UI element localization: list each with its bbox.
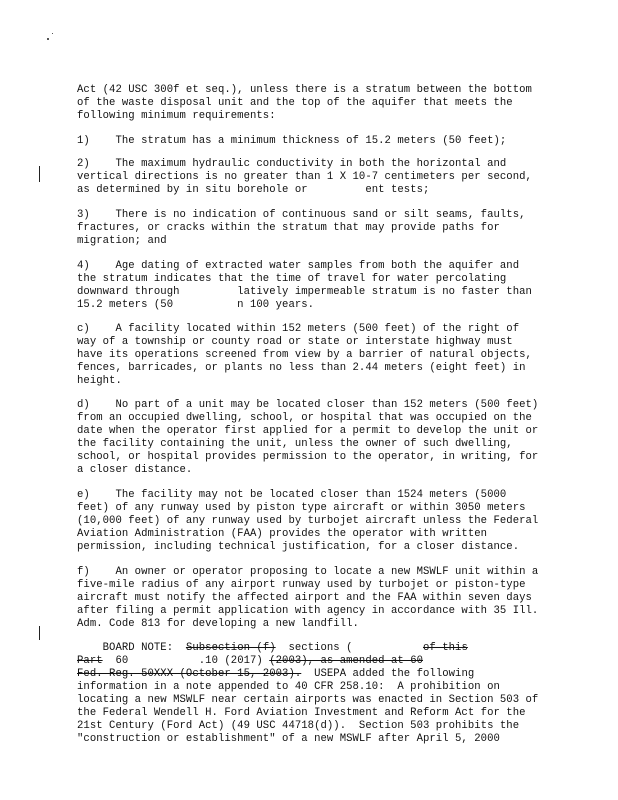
body-text-line: date when the operator first applied for a permit to develop the unit or xyxy=(77,425,539,437)
subsection-f: f) An owner or operator proposing to locate a new MSWLF unit within a xyxy=(77,566,539,578)
body-text-line: Adm. Code 813 for developing a new landfill. xyxy=(77,618,359,630)
margin-mark xyxy=(39,166,40,182)
requirement-1: 1) The stratum has a minimum thickness of 15.2 meters (50 feet); xyxy=(77,135,507,147)
deleted-text: of this xyxy=(423,642,468,654)
deleted-text: (2003), as amended at 60 xyxy=(269,655,424,667)
body-text-line: feet) of any runway used by piston type aircraft or within 3050 meters xyxy=(77,502,526,514)
deleted-text: Part xyxy=(77,655,103,667)
board-note-line-1 xyxy=(77,642,468,655)
scan-speck xyxy=(47,38,49,40)
body-text-line: have its operations screened from view by a barrier of natural objects, xyxy=(77,349,532,361)
board-note-line-2 xyxy=(77,655,423,668)
body-text-line: permission, including technical justification, for a closer distance. xyxy=(77,541,520,553)
body-text-line: the stratum indicates that the time of travel for water percolating xyxy=(77,273,507,285)
requirement-2: 2) The maximum hydraulic conductivity in both the horizontal and xyxy=(77,158,507,170)
body-text-line: as determined by in situ borehole or ent tests; xyxy=(77,184,430,196)
deleted-text: Subsection (f) xyxy=(185,642,276,654)
body-text-line: school, or hospital provides permission to the operator, in writing, for xyxy=(77,451,539,463)
body-text-line: "construction or establishment" of a new MSWLF after April 5, 2000 xyxy=(77,733,500,745)
margin-mark xyxy=(39,626,40,640)
body-text-line: information in a note appended to 40 CFR 258.10: A prohibition on xyxy=(77,681,500,693)
body-text-line: height. xyxy=(77,375,122,387)
body-text-line: downward through latively impermeable stratum is no faster than xyxy=(77,286,532,298)
requirement-4: 4) Age dating of extracted water samples from both the aquifer and xyxy=(77,260,520,272)
body-text-line: five-mile radius of any airport runway used by turbojet or piston-type xyxy=(77,579,526,591)
body-text-line: (10,000 feet) of any runway used by turbojet aircraft unless the Federal xyxy=(77,515,539,527)
board-note-line-3 xyxy=(77,668,474,681)
body-text-line: aircraft must notify the affected airport and the FAA within seven days xyxy=(77,592,532,604)
body-text-line: way of a township or county road or state or interstate highway must xyxy=(77,336,513,348)
body-text-line: fences, barricades, or plants no less than 2.44 meters (eight feet) in xyxy=(77,362,526,374)
body-text-line: vertical directions is no greater than 1 X 10-7 centimeters per second, xyxy=(77,171,532,183)
subsection-e: e) The facility may not be located closer than 1524 meters (5000 xyxy=(77,489,507,501)
body-text-line: the Federal Wendell H. Ford Aviation Investment and Reform Act for the xyxy=(77,707,526,719)
body-text-line: Act (42 USC 300f et seq.), unless there is a stratum between the bottom xyxy=(77,84,532,96)
body-text-line: a closer distance. xyxy=(77,464,193,476)
deleted-text: Fed. Reg. 50XXX (October 15, 2003). xyxy=(77,668,302,680)
scan-speck xyxy=(52,33,53,34)
subsection-c: c) A facility located within 152 meters (500 feet) of the right of xyxy=(77,323,520,335)
requirement-3: 3) There is no indication of continuous sand or silt seams, faults, xyxy=(77,209,526,221)
body-text-line: migration; and xyxy=(77,235,167,247)
body-text-line: following minimum requirements: xyxy=(77,110,276,122)
body-text-line: from an occupied dwelling, school, or hospital that was occupied on the xyxy=(77,412,532,424)
body-text-line: of the waste disposal unit and the top of the aquifer that meets the xyxy=(77,97,513,109)
note-text: sections ( xyxy=(275,642,424,654)
body-text-line: Aviation Administration (FAA) provides the operator with written xyxy=(77,528,488,540)
body-text-line: after filing a permit application with agency in accordance with 35 Ill. xyxy=(77,605,539,617)
subsection-d: d) No part of a unit may be located closer than 152 meters (500 feet) xyxy=(77,399,539,411)
note-text: USEPA added the following xyxy=(301,668,475,680)
note-text: 60 .10 (2017) xyxy=(102,655,270,667)
board-note-label: BOARD NOTE: xyxy=(77,642,186,654)
body-text-line: 15.2 meters (50 n 100 years. xyxy=(77,299,315,311)
body-text-line: fractures, or cracks within the stratum that may provide paths for xyxy=(77,222,500,234)
body-text-line: 21st Century (Ford Act) (49 USC 44718(d)). Section 503 prohibits the xyxy=(77,720,520,732)
body-text-line: the facility containing the unit, unless the owner of such dwelling, xyxy=(77,438,513,450)
body-text-line: locating a new MSWLF near certain airports was enacted in Section 503 of xyxy=(77,694,539,706)
